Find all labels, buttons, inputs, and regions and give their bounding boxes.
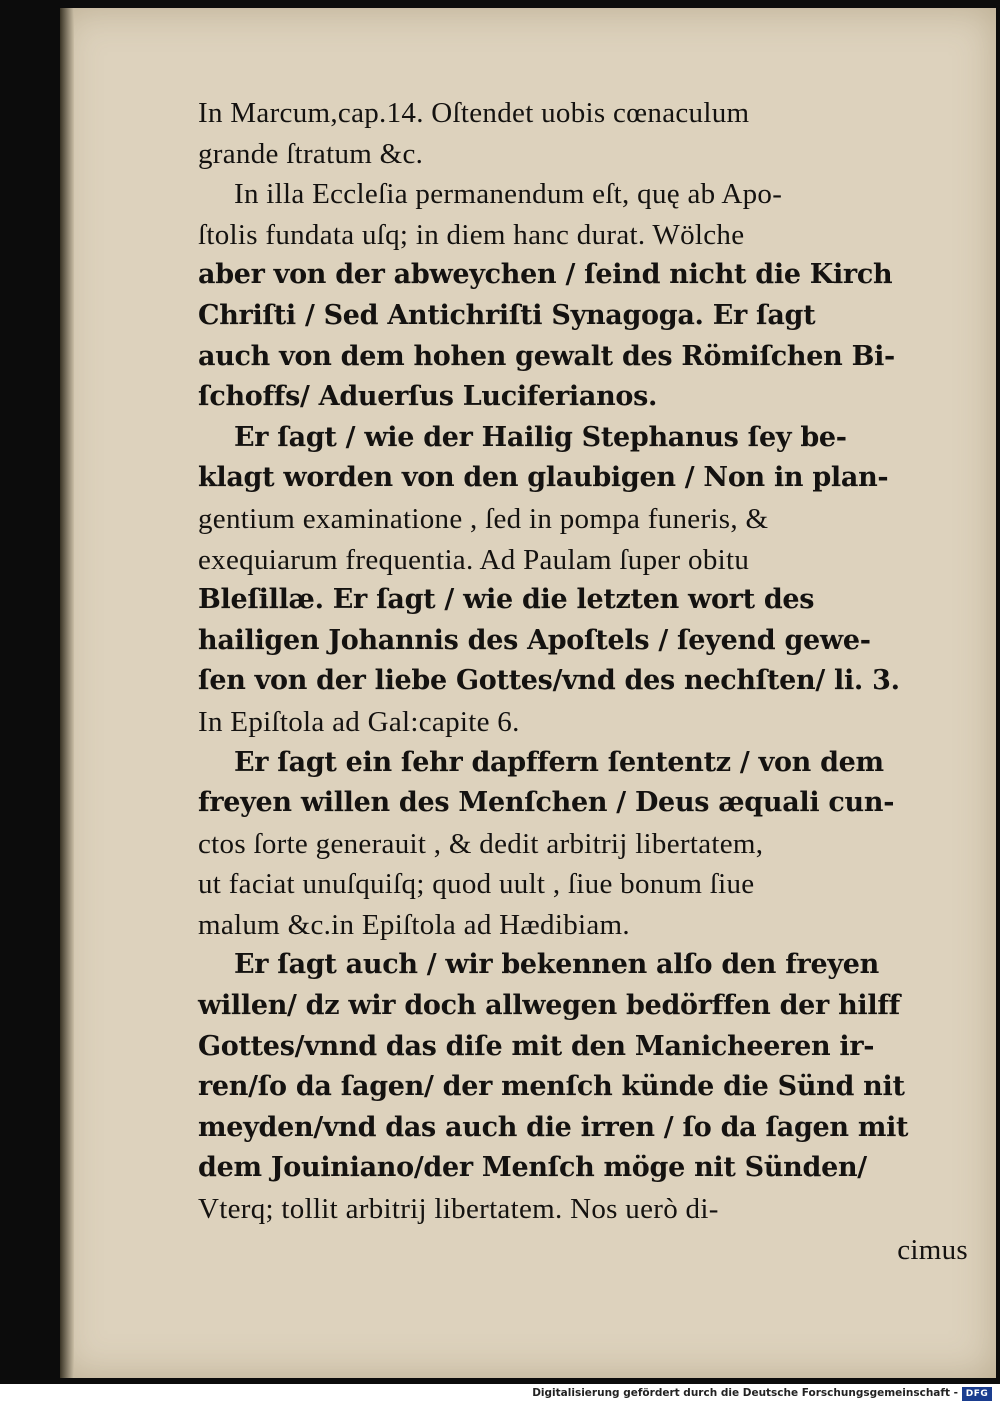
text-line: In illa Eccleſia permanendum eſt, quę ab Apo-	[234, 178, 783, 211]
catchword: cimus	[897, 1233, 968, 1266]
text-line: Vterq; tollit arbitrij libertatem. Nos uerò di-	[198, 1193, 719, 1226]
text-line: Er ſagt auch / wir bekennen alſo den freyen	[234, 949, 879, 981]
text-line: klagt worden von den glaubigen / Non in plan-	[198, 462, 889, 494]
text-line: ſtolis fundata uſq; in diem hanc durat. Wölche	[198, 218, 745, 251]
text-line: Gottes/vnnd das diſe mit den Manicheeren ir-	[198, 1030, 875, 1062]
text-line: exequiarum frequentia. Ad Paulam ſuper obitu	[198, 543, 750, 576]
text-line: ut faciat unuſquiſq; quod uult , ſiue bonum ſiue	[198, 868, 755, 901]
text-line: Bleſillæ. Er ſagt / wie die letzten wort des	[198, 584, 815, 616]
page-text-block	[198, 93, 968, 1270]
text-line: grande ſtratum &c.	[198, 137, 424, 170]
text-line: meyden/vnd das auch die irren / ſo da ſagen mit	[198, 1111, 909, 1143]
dfg-logo-icon[interactable]: DFG	[962, 1387, 992, 1401]
text-line: ſen von der liebe Gottes/vnd des nechſten/ li. 3.	[198, 665, 900, 697]
text-line: gentium examinatione , ſed in pompa funeris, &	[198, 502, 769, 535]
text-line: malum &c.in Epiſtola ad Hædibiam.	[198, 908, 630, 941]
text-line: In Epiſtola ad Gal:capite 6.	[198, 705, 520, 738]
text-line: Er ſagt ein ſehr dapffern ſententz / von dem	[234, 746, 884, 778]
text-line: Chriſti / Sed Antichriſti Synagoga. Er ſagt	[198, 299, 816, 331]
text-line: ren/ſo da ſagen/ der menſch künde die Sünd nit	[198, 1071, 905, 1103]
text-line: dem Jouiniano/der Menſch möge nit Sünden/	[198, 1152, 867, 1184]
text-line: freyen willen des Menſchen / Deus æquali cun-	[198, 787, 895, 819]
text-line: In Marcum,cap.14. Oſtendet uobis cœnaculum	[198, 97, 750, 129]
text-line: hailigen Johannis des Apoſtels / ſeyend gewe-	[198, 624, 871, 656]
digitization-footer	[0, 1384, 1000, 1404]
text-line: ctos ſorte generauit , & dedit arbitrij libertatem,	[198, 827, 764, 860]
text-line: aber von der abweychen / ſeind nicht die Kirch	[198, 259, 893, 291]
text-line: willen/ dz wir doch allwegen bedörffen der hilff	[198, 990, 900, 1022]
text-line: Er ſagt / wie der Hailig Stephanus ſey be-	[234, 421, 847, 453]
text-line: ſchoffs/ Aduerſus Luciferianos.	[198, 381, 658, 413]
text-line: auch von dem hohen gewalt des Römiſchen Bi-	[198, 340, 895, 372]
footer-credit-text: Digitalisierung gefördert durch die Deutsche Forschungsgemeinschaft -	[532, 1387, 958, 1399]
page-gutter-shadow	[60, 8, 74, 1378]
